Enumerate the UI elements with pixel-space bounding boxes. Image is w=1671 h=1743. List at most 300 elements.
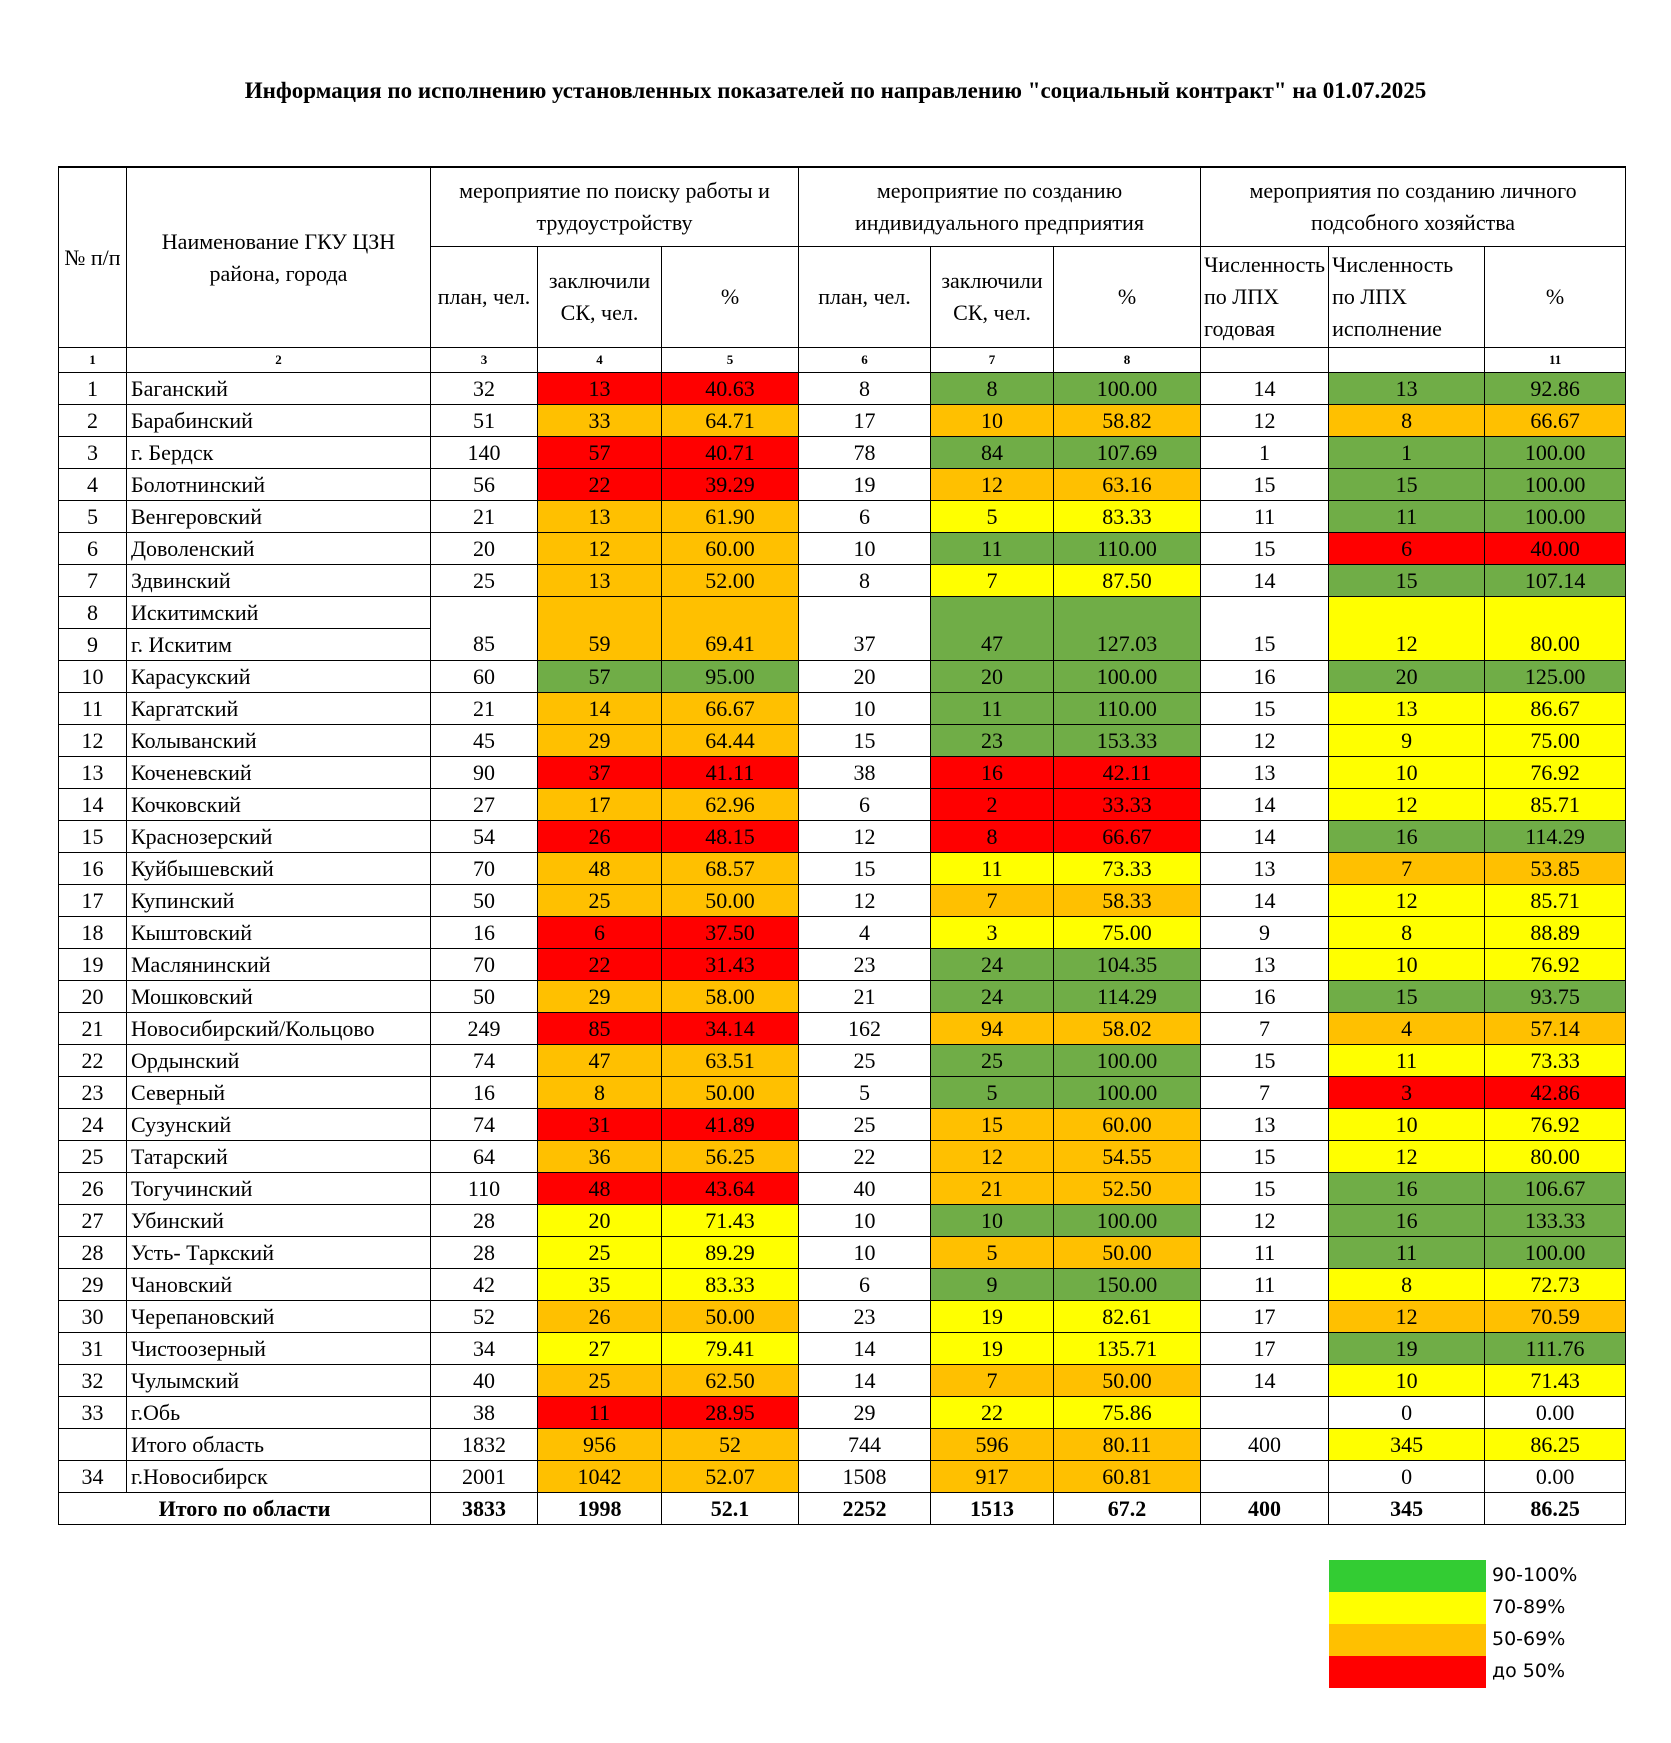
value-cell: 7 [1201,1013,1329,1045]
value-cell: 60.81 [1054,1461,1201,1493]
value-cell: 40.00 [1485,533,1626,565]
value-cell: 12 [1329,1301,1485,1333]
value-cell: 86.25 [1485,1429,1626,1461]
value-cell: 70 [431,853,538,885]
value-cell: 52 [662,1429,799,1461]
value-cell: 23 [799,1301,931,1333]
value-cell: 8 [931,373,1054,405]
value-cell: 162 [799,1013,931,1045]
value-cell: 16 [1201,981,1329,1013]
header-name: Наименование ГКУ ЦЗН района, города [127,167,431,348]
value-cell: 16 [1201,661,1329,693]
value-cell: 25 [431,565,538,597]
value-cell: 111.76 [1485,1333,1626,1365]
value-cell: 8 [1329,405,1485,437]
value-cell: 106.67 [1485,1173,1626,1205]
value-cell: 14 [1201,821,1329,853]
value-cell: 92.86 [1485,373,1626,405]
value-cell: 12 [1329,885,1485,917]
value-cell: 56.25 [662,1141,799,1173]
value-cell: 12 [799,821,931,853]
value-cell: 29 [799,1397,931,1429]
district-name: Искитимский [127,597,431,629]
row-number: 28 [59,1237,127,1269]
value-cell: 21 [431,693,538,725]
table-row [59,1461,1626,1493]
legend-label: 50-69% [1492,1628,1566,1650]
value-cell: 6 [799,501,931,533]
value-cell [1201,1461,1329,1493]
total-value: 52.1 [662,1493,799,1525]
row-number: 26 [59,1173,127,1205]
value-cell: 1832 [431,1429,538,1461]
value-cell: 31.43 [662,949,799,981]
district-name: Новосибирский/Кольцово [127,1013,431,1045]
value-cell: 21 [799,981,931,1013]
value-cell: 16 [431,1077,538,1109]
value-cell: 29 [538,981,662,1013]
value-cell: 14 [1201,1365,1329,1397]
value-cell: 0.00 [1485,1461,1626,1493]
value-cell: 50.00 [662,885,799,917]
value-cell: 78 [799,437,931,469]
value-cell: 60.00 [662,533,799,565]
value-cell: 28 [431,1205,538,1237]
value-cell: 70 [431,949,538,981]
district-name: Карасукский [127,661,431,693]
value-cell: 125.00 [1485,661,1626,693]
value-cell: 22 [931,1397,1054,1429]
header-g1-pct: % [662,247,799,348]
value-cell: 53.85 [1485,853,1626,885]
value-cell: 58.00 [662,981,799,1013]
table-row [59,917,1626,949]
table-row [59,725,1626,757]
district-name: г.Обь [127,1397,431,1429]
value-cell: 74 [431,1045,538,1077]
table-row [59,1269,1626,1301]
value-cell: 100.00 [1054,373,1201,405]
value-cell [1201,1397,1329,1429]
column-number: 8 [1054,348,1201,373]
table-row [59,821,1626,853]
value-cell: 3 [931,917,1054,949]
row-number: 23 [59,1077,127,1109]
total-row [59,1493,1626,1525]
value-cell: 20 [931,661,1054,693]
table-row [59,1077,1626,1109]
value-cell: 54.55 [1054,1141,1201,1173]
value-cell: 93.75 [1485,981,1626,1013]
value-cell: 7 [931,565,1054,597]
column-number: 4 [538,348,662,373]
value-cell: 27 [538,1333,662,1365]
total-value: 3833 [431,1493,538,1525]
value-cell: 0.00 [1485,1397,1626,1429]
column-number: 7 [931,348,1054,373]
value-cell: 15 [1201,1045,1329,1077]
value-cell: 14 [1201,885,1329,917]
district-name: Куйбышевский [127,853,431,885]
value-cell: 15 [799,725,931,757]
value-cell: 75.86 [1054,1397,1201,1429]
value-cell: 21 [431,501,538,533]
value-cell: 26 [538,821,662,853]
value-cell: 10 [931,405,1054,437]
column-number: 3 [431,348,538,373]
value-cell: 9 [1329,725,1485,757]
district-name: Краснозерский [127,821,431,853]
value-cell: 100.00 [1054,1205,1201,1237]
table-row [59,789,1626,821]
value-cell: 26 [538,1301,662,1333]
value-cell: 95.00 [662,661,799,693]
value-cell: 76.92 [1485,757,1626,789]
row-number: 9 [59,629,127,661]
value-cell: 84 [931,437,1054,469]
value-cell: 36 [538,1141,662,1173]
value-cell: 50.00 [662,1077,799,1109]
value-cell [431,597,538,629]
district-name: Болотнинский [127,469,431,501]
row-number: 27 [59,1205,127,1237]
value-cell: 80.00 [1485,1141,1626,1173]
table-row [59,629,1626,661]
district-name: Тогучинский [127,1173,431,1205]
district-name: Баганский [127,373,431,405]
value-cell: 68.57 [662,853,799,885]
value-cell: 52.00 [662,565,799,597]
value-cell: 33 [538,405,662,437]
district-name: Доволенский [127,533,431,565]
value-cell: 51 [431,405,538,437]
value-cell: 85 [538,1013,662,1045]
value-cell: 28.95 [662,1397,799,1429]
value-cell: 47 [931,629,1054,661]
column-number: 6 [799,348,931,373]
value-cell [1485,597,1626,629]
value-cell: 4 [1329,1013,1485,1045]
row-number: 24 [59,1109,127,1141]
value-cell: 956 [538,1429,662,1461]
value-cell: 249 [431,1013,538,1045]
value-cell: 13 [538,373,662,405]
value-cell: 12 [931,1141,1054,1173]
value-cell: 12 [1329,1141,1485,1173]
value-cell: 94 [931,1013,1054,1045]
value-cell: 12 [1201,725,1329,757]
value-cell: 8 [799,373,931,405]
value-cell: 70.59 [1485,1301,1626,1333]
value-cell: 596 [931,1429,1054,1461]
row-number: 18 [59,917,127,949]
header-g3-pct: % [1485,247,1626,348]
value-cell: 62.96 [662,789,799,821]
row-number: 12 [59,725,127,757]
value-cell: 45 [431,725,538,757]
value-cell: 56 [431,469,538,501]
column-number: 11 [1485,348,1626,373]
value-cell: 39.29 [662,469,799,501]
value-cell: 15 [1201,629,1329,661]
value-cell: 15 [1329,469,1485,501]
value-cell: 10 [799,1237,931,1269]
value-cell: 12 [1201,1205,1329,1237]
value-cell: 52 [431,1301,538,1333]
value-cell: 11 [1329,501,1485,533]
value-cell: 114.29 [1054,981,1201,1013]
table-row [59,661,1626,693]
value-cell: 100.00 [1485,437,1626,469]
value-cell: 60.00 [1054,1109,1201,1141]
value-cell: 9 [931,1269,1054,1301]
value-cell: 10 [799,693,931,725]
value-cell: 62.50 [662,1365,799,1397]
row-number: 13 [59,757,127,789]
table-row [59,981,1626,1013]
value-cell: 23 [799,949,931,981]
row-number: 32 [59,1365,127,1397]
value-cell: 11 [1201,1269,1329,1301]
district-name: Каргатский [127,693,431,725]
row-number [59,1429,127,1461]
value-cell: 14 [1201,789,1329,821]
value-cell: 114.29 [1485,821,1626,853]
value-cell: 8 [799,565,931,597]
value-cell: 25 [799,1109,931,1141]
value-cell: 34.14 [662,1013,799,1045]
value-cell: 76.92 [1485,1109,1626,1141]
row-number: 31 [59,1333,127,1365]
header-g3-done: Численность по ЛПХ исполнение [1329,247,1485,348]
value-cell: 37 [538,757,662,789]
legend-label: до 50% [1492,1660,1566,1682]
value-cell: 153.33 [1054,725,1201,757]
row-number: 14 [59,789,127,821]
value-cell: 12 [538,533,662,565]
row-number: 34 [59,1461,127,1493]
value-cell: 61.90 [662,501,799,533]
value-cell: 1 [1329,437,1485,469]
district-name: Чановский [127,1269,431,1301]
legend-label: 90-100% [1492,1564,1578,1586]
value-cell: 66.67 [662,693,799,725]
value-cell: 74 [431,1109,538,1141]
district-name: Кочковский [127,789,431,821]
row-number: 11 [59,693,127,725]
value-cell: 52.07 [662,1461,799,1493]
row-number: 25 [59,1141,127,1173]
value-cell: 42.86 [1485,1077,1626,1109]
value-cell: 100.00 [1054,661,1201,693]
value-cell: 66.67 [1485,405,1626,437]
value-cell: 22 [799,1141,931,1173]
value-cell: 10 [931,1205,1054,1237]
value-cell: 10 [1329,1365,1485,1397]
value-cell: 12 [1329,629,1485,661]
value-cell: 69.41 [662,629,799,661]
column-number: 5 [662,348,799,373]
value-cell: 64.44 [662,725,799,757]
value-cell: 20 [538,1205,662,1237]
value-cell: 24 [931,949,1054,981]
value-cell: 1042 [538,1461,662,1493]
value-cell: 110.00 [1054,693,1201,725]
header-g1-done: заключили СК, чел. [538,247,662,348]
value-cell: 107.14 [1485,565,1626,597]
value-cell: 34 [431,1333,538,1365]
value-cell: 17 [1201,1333,1329,1365]
value-cell: 16 [1329,821,1485,853]
value-cell: 100.00 [1485,469,1626,501]
value-cell: 15 [1201,1173,1329,1205]
district-name: Чулымский [127,1365,431,1397]
value-cell: 66.67 [1054,821,1201,853]
total-value: 1513 [931,1493,1054,1525]
value-cell: 2 [931,789,1054,821]
value-cell: 5 [931,1237,1054,1269]
value-cell: 16 [931,757,1054,789]
district-name: Барабинский [127,405,431,437]
total-label: Итого по области [59,1493,431,1525]
value-cell: 52.50 [1054,1173,1201,1205]
district-name: Маслянинский [127,949,431,981]
value-cell: 71.43 [1485,1365,1626,1397]
value-cell: 19 [931,1301,1054,1333]
district-name: Усть- Таркский [127,1237,431,1269]
column-number-row [59,348,1626,373]
value-cell: 13 [1329,693,1485,725]
value-cell: 40 [799,1173,931,1205]
value-cell: 100.00 [1485,501,1626,533]
value-cell: 13 [1329,373,1485,405]
value-cell: 10 [799,1205,931,1237]
column-number [1329,348,1485,373]
district-name: Венгеровский [127,501,431,533]
row-number: 21 [59,1013,127,1045]
value-cell: 57 [538,661,662,693]
table-row [59,853,1626,885]
value-cell: 12 [1329,789,1485,821]
value-cell: 4 [799,917,931,949]
value-cell: 19 [799,469,931,501]
table-row [59,1237,1626,1269]
value-cell: 15 [1201,693,1329,725]
value-cell: 22 [538,469,662,501]
row-number: 33 [59,1397,127,1429]
value-cell: 14 [1201,565,1329,597]
header-g2-plan: план, чел. [799,247,931,348]
value-cell: 23 [931,725,1054,757]
value-cell: 7 [931,885,1054,917]
row-number: 30 [59,1301,127,1333]
table-row [59,597,1626,629]
value-cell: 63.51 [662,1045,799,1077]
value-cell: 33.33 [1054,789,1201,821]
total-value: 86.25 [1485,1493,1626,1525]
row-number: 17 [59,885,127,917]
value-cell: 80.11 [1054,1429,1201,1461]
total-value: 345 [1329,1493,1485,1525]
table-row [59,501,1626,533]
value-cell [538,597,662,629]
value-cell: 0 [1329,1461,1485,1493]
value-cell: 110.00 [1054,533,1201,565]
table-row [59,373,1626,405]
value-cell: 64.71 [662,405,799,437]
column-number: 2 [127,348,431,373]
row-number: 7 [59,565,127,597]
district-name: Здвинский [127,565,431,597]
value-cell: 87.50 [1054,565,1201,597]
value-cell: 17 [799,405,931,437]
row-number: 15 [59,821,127,853]
value-cell: 6 [799,789,931,821]
value-cell: 2001 [431,1461,538,1493]
value-cell: 100.00 [1054,1045,1201,1077]
value-cell: 19 [1329,1333,1485,1365]
value-cell: 10 [799,533,931,565]
value-cell: 744 [799,1429,931,1461]
value-cell: 72.73 [1485,1269,1626,1301]
district-name: г.Новосибирск [127,1461,431,1493]
value-cell: 43.64 [662,1173,799,1205]
value-cell: 76.92 [1485,949,1626,981]
value-cell: 48.15 [662,821,799,853]
district-name: г. Бердск [127,437,431,469]
value-cell: 20 [799,661,931,693]
value-cell: 11 [931,693,1054,725]
value-cell: 47 [538,1045,662,1077]
value-cell: 12 [1201,405,1329,437]
value-cell: 14 [799,1365,931,1397]
value-cell: 73.33 [1054,853,1201,885]
value-cell: 40.71 [662,437,799,469]
row-number: 8 [59,597,127,629]
value-cell: 38 [431,1397,538,1429]
legend-swatch [1329,1624,1486,1656]
value-cell: 7 [1329,853,1485,885]
value-cell: 27 [431,789,538,821]
value-cell [799,597,931,629]
table-row [59,1301,1626,1333]
row-number: 16 [59,853,127,885]
table-row [59,1365,1626,1397]
value-cell: 85 [431,629,538,661]
row-number: 2 [59,405,127,437]
value-cell: 16 [431,917,538,949]
value-cell: 14 [799,1333,931,1365]
value-cell: 11 [931,853,1054,885]
value-cell: 40.63 [662,373,799,405]
value-cell: 917 [931,1461,1054,1493]
value-cell: 86.67 [1485,693,1626,725]
table-row [59,1173,1626,1205]
value-cell: 15 [931,1109,1054,1141]
value-cell: 73.33 [1485,1045,1626,1077]
value-cell: 11 [931,533,1054,565]
value-cell: 21 [931,1173,1054,1205]
value-cell: 15 [1329,981,1485,1013]
district-name: Убинский [127,1205,431,1237]
value-cell: 31 [538,1109,662,1141]
value-cell: 64 [431,1141,538,1173]
value-cell: 8 [931,821,1054,853]
row-number: 1 [59,373,127,405]
value-cell: 5 [931,501,1054,533]
value-cell: 15 [1201,1141,1329,1173]
value-cell: 12 [931,469,1054,501]
